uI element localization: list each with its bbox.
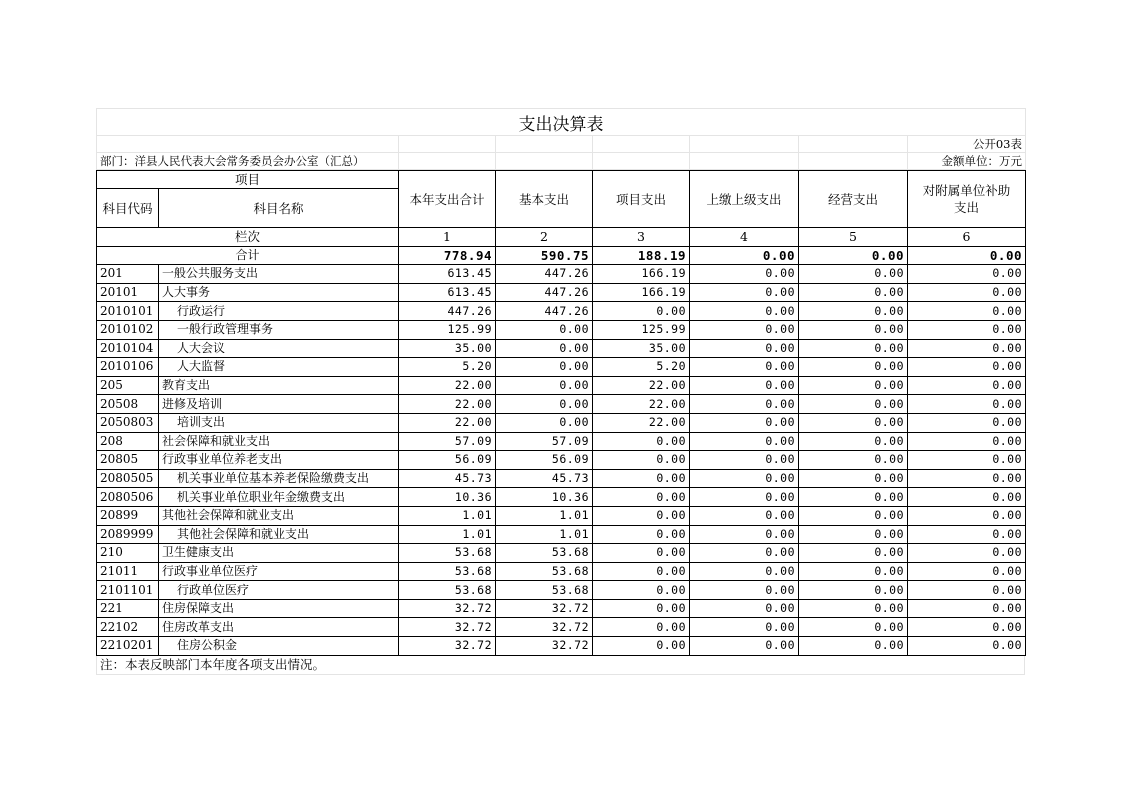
amount-cell-5: 0.00 [799, 506, 908, 525]
amount-cell-2: 1.01 [496, 506, 593, 525]
amount-cell-6: 0.00 [908, 302, 1026, 321]
amount-cell-3: 35.00 [593, 339, 690, 358]
amount-cell-6: 0.00 [908, 525, 1026, 544]
amount-cell-5: 0.00 [799, 283, 908, 302]
subject-code-header: 科目代码 [97, 189, 159, 228]
amount-cell-4: 0.00 [690, 376, 799, 395]
amount-cell-6: 0.00 [908, 265, 1026, 284]
amount-cell-5: 0.00 [799, 376, 908, 395]
subject-name-cell: 其他社会保障和就业支出 [159, 525, 399, 544]
amount-cell-4: 0.00 [690, 488, 799, 507]
amount-cell-2: 0.00 [496, 413, 593, 432]
amount-cell-6: 0.00 [908, 599, 1026, 618]
total-value-4: 0.00 [690, 246, 799, 265]
table-row [97, 599, 1026, 618]
subject-name-cell: 人大监督 [159, 358, 399, 377]
table-row [97, 302, 1026, 321]
amount-unit-label: 金额单位：万元 [908, 153, 1026, 170]
amount-cell-5: 0.00 [799, 432, 908, 451]
amount-cell-2: 53.68 [496, 581, 593, 600]
subject-name-cell: 行政单位医疗 [159, 581, 399, 600]
amount-cell-6: 0.00 [908, 488, 1026, 507]
amount-cell-1: 447.26 [399, 302, 496, 321]
subject-code-cell: 2010102 [97, 320, 159, 339]
amount-cell-1: 1.01 [399, 506, 496, 525]
amount-cell-6: 0.00 [908, 581, 1026, 600]
subject-name-cell: 其他社会保障和就业支出 [159, 506, 399, 525]
table-row [97, 618, 1026, 637]
amount-cell-1: 53.68 [399, 562, 496, 581]
table-row [97, 637, 1026, 656]
table-row [97, 376, 1026, 395]
amount-cell-2: 0.00 [496, 339, 593, 358]
amount-cell-3: 22.00 [593, 395, 690, 414]
amount-cell-5: 0.00 [799, 618, 908, 637]
amount-cell-5: 0.00 [799, 581, 908, 600]
amount-cell-1: 57.09 [399, 432, 496, 451]
amount-cell-1: 32.72 [399, 618, 496, 637]
subject-name-cell: 教育支出 [159, 376, 399, 395]
upper-level-payment-header: 上缴上级支出 [690, 171, 799, 228]
expenditure-statement-sheet [96, 108, 1025, 675]
subject-name-cell: 行政事业单位养老支出 [159, 451, 399, 470]
amount-cell-1: 22.00 [399, 413, 496, 432]
amount-cell-1: 1.01 [399, 525, 496, 544]
amount-cell-4: 0.00 [690, 618, 799, 637]
table-row [97, 413, 1026, 432]
amount-cell-3: 0.00 [593, 525, 690, 544]
amount-cell-6: 0.00 [908, 432, 1026, 451]
amount-cell-4: 0.00 [690, 358, 799, 377]
amount-cell-1: 22.00 [399, 395, 496, 414]
basic-expenditure-header: 基本支出 [496, 171, 593, 228]
amount-cell-3: 0.00 [593, 469, 690, 488]
table-note: 注：本表反映部门本年度各项支出情况。 [96, 656, 1025, 675]
subject-code-cell: 201 [97, 265, 159, 284]
subject-name-cell: 行政运行 [159, 302, 399, 321]
table-row [97, 525, 1026, 544]
subject-code-cell: 21011 [97, 562, 159, 581]
amount-cell-1: 125.99 [399, 320, 496, 339]
subject-code-cell: 2080505 [97, 469, 159, 488]
table-row [97, 469, 1026, 488]
table-row [97, 395, 1026, 414]
amount-cell-4: 0.00 [690, 544, 799, 563]
amount-cell-5: 0.00 [799, 339, 908, 358]
amount-cell-5: 0.00 [799, 562, 908, 581]
subject-code-cell: 22102 [97, 618, 159, 637]
amount-cell-1: 53.68 [399, 544, 496, 563]
amount-cell-1: 56.09 [399, 451, 496, 470]
page-title: 支出决算表 [97, 109, 1026, 136]
amount-cell-6: 0.00 [908, 358, 1026, 377]
subject-name-cell: 卫生健康支出 [159, 544, 399, 563]
amount-cell-6: 0.00 [908, 562, 1026, 581]
amount-cell-4: 0.00 [690, 469, 799, 488]
subject-code-cell: 2210201 [97, 637, 159, 656]
amount-cell-4: 0.00 [690, 599, 799, 618]
total-value-2: 590.75 [496, 246, 593, 265]
total-value-5: 0.00 [799, 246, 908, 265]
subject-code-cell: 2080506 [97, 488, 159, 507]
amount-cell-6: 0.00 [908, 339, 1026, 358]
column-index-6: 6 [908, 228, 1026, 247]
amount-cell-5: 0.00 [799, 395, 908, 414]
table-row [97, 265, 1026, 284]
subject-code-cell: 205 [97, 376, 159, 395]
amount-cell-4: 0.00 [690, 506, 799, 525]
table-row [97, 488, 1026, 507]
table-row [97, 562, 1026, 581]
amount-cell-6: 0.00 [908, 469, 1026, 488]
column-index-2: 2 [496, 228, 593, 247]
amount-cell-5: 0.00 [799, 488, 908, 507]
amount-cell-4: 0.00 [690, 283, 799, 302]
amount-cell-1: 32.72 [399, 599, 496, 618]
amount-cell-1: 613.45 [399, 283, 496, 302]
amount-cell-6: 0.00 [908, 283, 1026, 302]
operation-expenditure-header: 经营支出 [799, 171, 908, 228]
subject-name-cell: 一般行政管理事务 [159, 320, 399, 339]
subject-name-cell: 人大会议 [159, 339, 399, 358]
amount-cell-4: 0.00 [690, 413, 799, 432]
total-label: 合计 [97, 246, 399, 265]
table-header [97, 171, 1026, 247]
amount-cell-3: 125.99 [593, 320, 690, 339]
amount-cell-3: 0.00 [593, 544, 690, 563]
amount-cell-6: 0.00 [908, 451, 1026, 470]
subsidy-header-line2: 支出 [954, 200, 980, 215]
department-label: 部门：洋县人民代表大会常务委员会办公室（汇总） [97, 153, 399, 170]
amount-cell-4: 0.00 [690, 265, 799, 284]
column-index-5: 5 [799, 228, 908, 247]
column-index-3: 3 [593, 228, 690, 247]
subject-name-cell: 机关事业单位职业年金缴费支出 [159, 488, 399, 507]
amount-cell-1: 45.73 [399, 469, 496, 488]
amount-cell-4: 0.00 [690, 320, 799, 339]
amount-cell-3: 0.00 [593, 302, 690, 321]
subject-code-cell: 2089999 [97, 525, 159, 544]
amount-cell-5: 0.00 [799, 637, 908, 656]
subject-name-cell: 一般公共服务支出 [159, 265, 399, 284]
column-index-label: 栏次 [97, 228, 399, 247]
amount-cell-3: 0.00 [593, 432, 690, 451]
subsidy-header-line1: 对附属单位补助 [922, 183, 1011, 198]
table-row [97, 581, 1026, 600]
subject-name-cell: 社会保障和就业支出 [159, 432, 399, 451]
amount-cell-2: 447.26 [496, 283, 593, 302]
amount-cell-6: 0.00 [908, 376, 1026, 395]
amount-cell-5: 0.00 [799, 451, 908, 470]
amount-cell-1: 35.00 [399, 339, 496, 358]
amount-cell-6: 0.00 [908, 395, 1026, 414]
amount-cell-2: 32.72 [496, 637, 593, 656]
amount-cell-4: 0.00 [690, 432, 799, 451]
amount-cell-4: 0.00 [690, 395, 799, 414]
table-row [97, 432, 1026, 451]
amount-cell-2: 53.68 [496, 544, 593, 563]
amount-cell-4: 0.00 [690, 302, 799, 321]
amount-cell-2: 1.01 [496, 525, 593, 544]
amount-cell-1: 22.00 [399, 376, 496, 395]
amount-cell-6: 0.00 [908, 544, 1026, 563]
amount-cell-3: 0.00 [593, 488, 690, 507]
amount-cell-3: 22.00 [593, 413, 690, 432]
amount-cell-2: 56.09 [496, 451, 593, 470]
amount-cell-6: 0.00 [908, 637, 1026, 656]
amount-cell-4: 0.00 [690, 562, 799, 581]
subject-name-cell: 人大事务 [159, 283, 399, 302]
amount-cell-3: 0.00 [593, 599, 690, 618]
subject-code-cell: 2010101 [97, 302, 159, 321]
total-value-3: 188.19 [593, 246, 690, 265]
subject-code-cell: 20101 [97, 283, 159, 302]
amount-cell-4: 0.00 [690, 581, 799, 600]
amount-cell-2: 0.00 [496, 358, 593, 377]
table-row [97, 339, 1026, 358]
amount-cell-5: 0.00 [799, 525, 908, 544]
amount-cell-5: 0.00 [799, 544, 908, 563]
amount-cell-1: 613.45 [399, 265, 496, 284]
subject-code-cell: 2101101 [97, 581, 159, 600]
amount-cell-2: 53.68 [496, 562, 593, 581]
amount-cell-2: 0.00 [496, 320, 593, 339]
amount-cell-5: 0.00 [799, 358, 908, 377]
total-value-6: 0.00 [908, 246, 1026, 265]
subject-name-cell: 住房改革支出 [159, 618, 399, 637]
subsidy-header [908, 171, 1026, 228]
sheet-header-table [96, 108, 1026, 170]
total-row [97, 246, 1026, 265]
amount-cell-4: 0.00 [690, 339, 799, 358]
amount-cell-5: 0.00 [799, 320, 908, 339]
amount-cell-2: 32.72 [496, 599, 593, 618]
table-body [97, 246, 1026, 265]
amount-cell-3: 166.19 [593, 283, 690, 302]
subject-name-cell: 进修及培训 [159, 395, 399, 414]
subject-name-header: 科目名称 [159, 189, 399, 228]
total-value-1: 778.94 [399, 246, 496, 265]
subject-code-cell: 2010106 [97, 358, 159, 377]
amount-cell-5: 0.00 [799, 413, 908, 432]
amount-cell-1: 53.68 [399, 581, 496, 600]
amount-cell-2: 447.26 [496, 265, 593, 284]
column-index-4: 4 [690, 228, 799, 247]
amount-cell-5: 0.00 [799, 265, 908, 284]
subject-code-cell: 20508 [97, 395, 159, 414]
amount-cell-3: 0.00 [593, 581, 690, 600]
subject-name-cell: 住房保障支出 [159, 599, 399, 618]
amount-cell-2: 32.72 [496, 618, 593, 637]
amount-cell-6: 0.00 [908, 618, 1026, 637]
total-expenditure-header: 本年支出合计 [399, 171, 496, 228]
amount-cell-3: 22.00 [593, 376, 690, 395]
amount-cell-6: 0.00 [908, 506, 1026, 525]
subject-name-cell: 机关事业单位基本养老保险缴费支出 [159, 469, 399, 488]
amount-cell-1: 32.72 [399, 637, 496, 656]
table-row [97, 320, 1026, 339]
subject-name-cell: 行政事业单位医疗 [159, 562, 399, 581]
amount-cell-5: 0.00 [799, 469, 908, 488]
amount-cell-2: 10.36 [496, 488, 593, 507]
table-row [97, 283, 1026, 302]
subject-name-cell: 住房公积金 [159, 637, 399, 656]
amount-cell-6: 0.00 [908, 413, 1026, 432]
table-row [97, 358, 1026, 377]
amount-cell-3: 0.00 [593, 637, 690, 656]
amount-cell-5: 0.00 [799, 302, 908, 321]
amount-cell-2: 447.26 [496, 302, 593, 321]
expenditure-table [96, 170, 1026, 656]
subject-code-cell: 208 [97, 432, 159, 451]
amount-cell-3: 0.00 [593, 618, 690, 637]
amount-cell-2: 0.00 [496, 376, 593, 395]
data-rows [97, 265, 1026, 655]
subject-code-cell: 2050803 [97, 413, 159, 432]
amount-cell-4: 0.00 [690, 451, 799, 470]
amount-cell-3: 0.00 [593, 506, 690, 525]
project-expenditure-header: 项目支出 [593, 171, 690, 228]
amount-cell-5: 0.00 [799, 599, 908, 618]
amount-cell-3: 0.00 [593, 562, 690, 581]
table-row [97, 506, 1026, 525]
amount-cell-2: 57.09 [496, 432, 593, 451]
table-row [97, 544, 1026, 563]
form-number: 公开03表 [908, 136, 1026, 153]
amount-cell-3: 166.19 [593, 265, 690, 284]
project-header: 项目 [97, 171, 399, 189]
subject-code-cell: 210 [97, 544, 159, 563]
amount-cell-4: 0.00 [690, 525, 799, 544]
subject-code-cell: 20805 [97, 451, 159, 470]
amount-cell-1: 5.20 [399, 358, 496, 377]
amount-cell-3: 0.00 [593, 451, 690, 470]
amount-cell-3: 5.20 [593, 358, 690, 377]
subject-code-cell: 20899 [97, 506, 159, 525]
subject-name-cell: 培训支出 [159, 413, 399, 432]
amount-cell-6: 0.00 [908, 320, 1026, 339]
amount-cell-2: 0.00 [496, 395, 593, 414]
column-index-1: 1 [399, 228, 496, 247]
table-row [97, 451, 1026, 470]
subject-code-cell: 2010104 [97, 339, 159, 358]
amount-cell-4: 0.00 [690, 637, 799, 656]
subject-code-cell: 221 [97, 599, 159, 618]
amount-cell-2: 45.73 [496, 469, 593, 488]
amount-cell-1: 10.36 [399, 488, 496, 507]
